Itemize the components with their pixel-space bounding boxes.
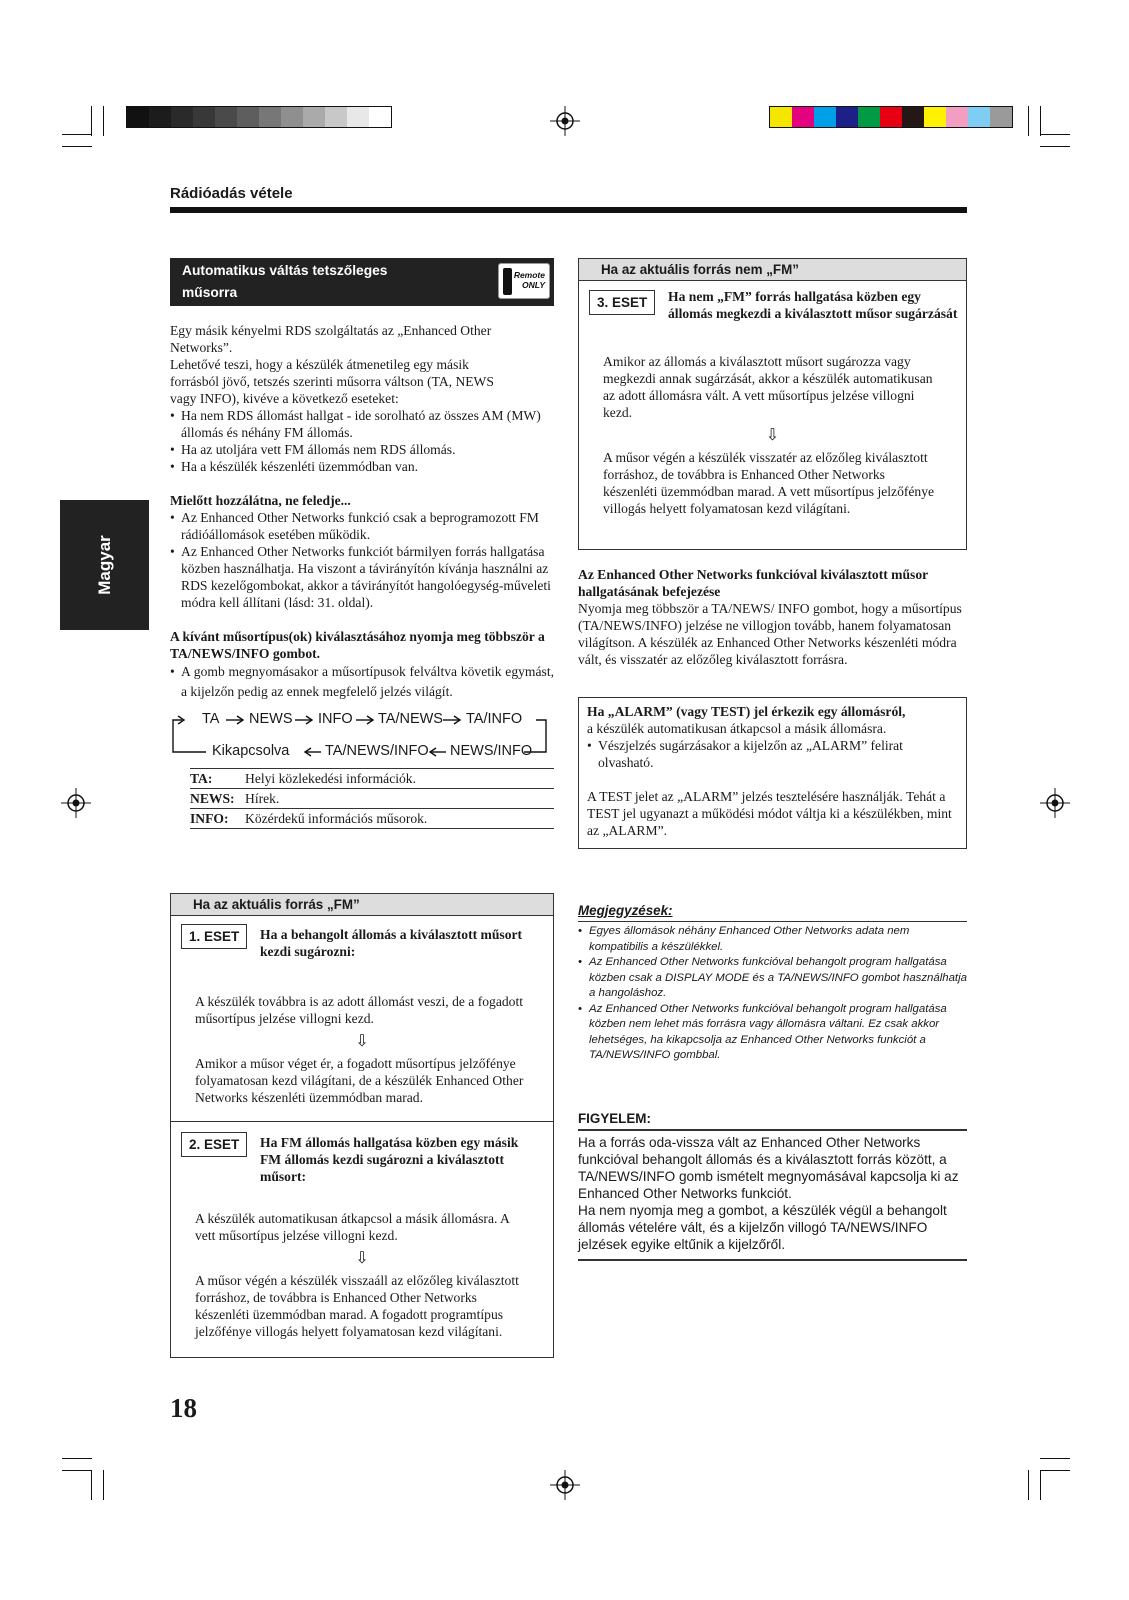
remote-icon — [503, 268, 512, 295]
definitions-table — [190, 768, 554, 829]
mode-ta: TA — [202, 711, 220, 727]
gray-swatch — [259, 107, 281, 127]
case-1-label: 1. ESET — [181, 924, 247, 949]
arrow-down-icon: ⇩ — [355, 1248, 369, 1267]
end-section — [578, 566, 967, 668]
gray-swatch — [171, 107, 193, 127]
crop-mark — [1028, 1470, 1029, 1500]
gray-swatch — [325, 107, 347, 127]
before-list — [170, 509, 554, 611]
registration-mark-icon — [550, 1470, 580, 1500]
case-3-text-2: A műsor végén a készülék visszatér az előzőleg kiválasztott forráshoz, de továbbra is Enhanced Other Networks készenléti üzemmódban marad. A vett műsortípus jelzőfénye villogás helyett folyamatosan kezd világítani. — [603, 450, 935, 516]
gray-swatch — [215, 107, 237, 127]
select-list — [170, 662, 554, 702]
crop-mark — [1040, 1470, 1070, 1471]
case-2 — [171, 1122, 553, 1340]
gray-swatch — [149, 107, 171, 127]
gray-swatch — [281, 107, 303, 127]
auto-switch-heading — [170, 258, 554, 306]
color-swatch — [946, 107, 968, 127]
mode-news: NEWS — [249, 711, 293, 727]
alarm-box — [578, 697, 967, 849]
section-title: Rádióadás vétele — [170, 185, 293, 202]
language-tab — [60, 500, 149, 630]
crop-mark — [1028, 106, 1029, 136]
definition-value: Hírek. — [245, 791, 280, 806]
mode-off: Kikapcsolva — [212, 743, 290, 759]
color-swatch — [792, 107, 814, 127]
page-number: 18 — [170, 1393, 197, 1423]
definition-value: Közérdekű információs műsorok. — [245, 811, 428, 826]
case-1-title: Ha a behangolt állomás a kiválasztott műsort kezdi sugározni: — [260, 927, 523, 959]
definition-value: Helyi közlekedési információk. — [245, 771, 416, 786]
mode-ta-news: TA/NEWS — [378, 711, 443, 727]
case-3-label: 3. ESET — [589, 290, 655, 315]
color-swatch — [902, 107, 924, 127]
exceptions-list — [170, 407, 554, 475]
color-swatch — [880, 107, 902, 127]
before-item: • Az Enhanced Other Networks funkciót bármilyen forrás hallgatása közben használhatja. Ha viszont a távirányítón kívánja használni az RDS kezelőgombokat, akkor a távirányítót hangolóegység-műveleti módra kell állítani (lásd: 31. oldal). — [170, 543, 554, 611]
color-swatch — [990, 107, 1012, 127]
crop-mark — [103, 106, 104, 136]
definition-key: TA: — [190, 771, 213, 786]
gray-color-bar — [126, 106, 392, 128]
color-swatch — [814, 107, 836, 127]
non-fm-box-title: Ha az aktuális forrás nem „FM” — [579, 259, 966, 281]
registration-mark-icon — [1040, 788, 1070, 818]
notes-section — [578, 903, 967, 1064]
case-3 — [579, 281, 966, 517]
crop-mark — [62, 134, 92, 135]
intro-line: forrásból jövő, tetszés szerinti műsorra váltson (TA, NEWS — [170, 374, 494, 389]
note-item: • Egyes állomások néhány Enhanced Other Networks adata nem kompatibilis a készülékkel. — [578, 924, 967, 955]
gray-swatch — [127, 107, 149, 127]
crop-mark — [1040, 1470, 1041, 1500]
caution-text: Ha a forrás oda-vissza vált az Enhanced Other Networks funkcióval behangolt állomás és a kiválasztott forrás között, a TA/NEWS/INFO gomb ismételt megnyomásával kapcsolja ki az Enhanced Other Networks funkciót. Ha nem nyomja meg a gombot, a készülék végül a behangolt állomás vételére vált, és a kijelzőn villogó TA/NEWS/INFO jelzések egyike eltűnik a kijelzőről. — [578, 1131, 967, 1261]
case-2-text-1: A készülék automatikusan átkapcsol a másik állomásra. A vett műsortípus jelzése villogni kezd. — [195, 1211, 510, 1243]
end-text: Nyomja meg többször a TA/NEWS/ INFO gombot, hogy a műsortípus (TA/NEWS/INFO) jelzése ne villogjon tovább, hanem folyamatosan világítson. A készülék az Enhanced Other Networks készenléti módra vált, és visszatér az előzőleg kiválasztott forrásra. — [578, 601, 962, 667]
arrow-down-icon: ⇩ — [765, 425, 780, 444]
caution-title: FIGYELEM: — [578, 1111, 967, 1131]
crop-mark — [1040, 146, 1070, 147]
definition-row — [190, 808, 554, 828]
arrow-down-icon: ⇩ — [355, 1031, 369, 1050]
definition-row — [190, 788, 554, 808]
language-tab-label: Magyar — [94, 535, 114, 595]
mode-ta-news-info: TA/NEWS/INFO — [325, 743, 429, 759]
crop-mark — [62, 1470, 92, 1471]
fm-box-title: Ha az aktuális forrás „FM” — [171, 894, 553, 916]
mode-news-info: NEWS/INFO — [450, 743, 533, 759]
registration-mark-icon — [550, 106, 580, 136]
alarm-title: Ha „ALARM” (vagy TEST) jel érkezik egy állomásról, — [587, 704, 906, 719]
intro-text — [170, 322, 554, 407]
mode-cycle-diagram — [170, 706, 554, 762]
mode-info: INFO — [318, 711, 353, 727]
color-swatch — [770, 107, 792, 127]
gray-swatch — [369, 107, 391, 127]
select-title: A kívánt műsortípus(ok) kiválasztásához nyomja meg többször a TA/NEWS/INFO gombot. — [170, 629, 545, 661]
color-swatch — [968, 107, 990, 127]
alarm-item: • Vészjelzés sugárzásakor a kijelzőn az „ALARM” felirat olvasható. — [587, 737, 958, 771]
intro-line: Lehetővé teszi, hogy a készülék átmenetileg egy másik — [170, 357, 469, 372]
heading-line-1: Automatikus váltás tetszőleges — [182, 263, 388, 278]
crop-mark — [1040, 106, 1041, 136]
before-item: • Az Enhanced Other Networks funkció csak a beprogramozott FM rádióállomások esetében működik. — [170, 509, 554, 543]
crop-mark — [1040, 1458, 1070, 1459]
case-2-text-2: A műsor végén a készülék visszaáll az előzőleg kiválasztott forráshoz, de továbbra is Enhanced Other Networks készenléti üzemmódban marad. A fogadott programtípus jelzőfénye villogás helyett folyamatosan kezd világítani. — [195, 1273, 519, 1339]
remote-badge-line-1: Remote — [513, 270, 545, 280]
color-bar — [769, 106, 1013, 128]
caution-section — [578, 1111, 967, 1261]
crop-mark — [91, 1470, 92, 1500]
alarm-test-text: A TEST jelet az „ALARM” jelzés tesztelésére használják. Tehát a TEST jel ugyanazt a működési módot váltja ki a készülékben, mint az „ALARM”. — [587, 789, 952, 838]
alarm-list — [587, 737, 958, 771]
color-swatch — [858, 107, 880, 127]
intro-line: vagy INFO), kivéve a következő eseteket: — [170, 391, 399, 406]
notes-list — [578, 924, 967, 1064]
note-item: • Az Enhanced Other Networks funkcióval behangolt program hallgatása közben csak a DISPLAY MODE és a TA/NEWS/INFO gombot használhatja a hangoláshoz. — [578, 955, 967, 1002]
definition-key: NEWS: — [190, 791, 235, 806]
left-column — [170, 258, 554, 829]
exception-item: • Ha az utoljára vett FM állomás nem RDS állomás. — [170, 441, 554, 458]
select-item: • A gomb megnyomásakor a műsortípusok felváltva követik egymást, a kijelzőn pedig az ennek megfelelő jelzés világít. — [170, 662, 554, 702]
remote-only-badge — [498, 263, 550, 299]
registration-mark-icon — [61, 788, 91, 818]
case-1-text-1: A készülék továbbra is az adott állomást veszi, de a fogadott műsortípus jelzése villogni kezd. — [195, 994, 524, 1026]
intro-line: Networks”. — [170, 340, 233, 355]
note-item: • Az Enhanced Other Networks funkcióval behangolt program hallgatása közben nem lehet más forrásra vagy állomásra váltani. Ez csak akkor lehetséges, ha kikapcsolja az Enhanced Other Networks funkciót a TA/NEWS/INFO gombbal. — [578, 1002, 967, 1064]
crop-mark — [1040, 134, 1070, 135]
gray-swatch — [303, 107, 325, 127]
crop-mark — [91, 106, 92, 136]
color-swatch — [836, 107, 858, 127]
exception-item: • Ha nem RDS állomást hallgat - ide sorolható az összes AM (MW) állomás és néhány FM állomás. — [170, 407, 554, 441]
notes-title: Megjegyzések: — [578, 903, 967, 922]
header-rule — [170, 207, 967, 213]
before-title: Mielőtt hozzálátna, ne feledje... — [170, 493, 351, 508]
mode-ta-info: TA/INFO — [466, 711, 523, 727]
exception-item: • Ha a készülék készenléti üzemmódban van. — [170, 458, 554, 475]
case-3-title: Ha nem „FM” forrás hallgatása közben egy állomás megkezdi a kiválasztott műsor sugárzását — [668, 289, 958, 321]
intro-line: Egy másik kényelmi RDS szolgáltatás az „Enhanced Other — [170, 323, 492, 338]
crop-mark — [62, 146, 92, 147]
crop-mark — [62, 1458, 92, 1459]
remote-badge-line-2: ONLY — [522, 280, 545, 290]
case-3-text-1: Amikor az állomás a kiválasztott műsort sugározza vagy megkezdi annak sugárzását, akkor a készülék automatikusan az adott állomásra vált. A vett műsortípus jelzése villogni kezd. — [603, 354, 933, 420]
end-title: Az Enhanced Other Networks funkcióval kiválasztott műsor hallgatásának befejezése — [578, 567, 928, 599]
gray-swatch — [347, 107, 369, 127]
case-1-text-2: Amikor a műsor véget ér, a fogadott műsortípus jelzőfénye folyamatosan kezd világítani, de a készülék Enhanced Other Networks készenléti üzemmódban marad. — [195, 1056, 524, 1105]
non-fm-source-box — [578, 258, 967, 550]
case-2-title: Ha FM állomás hallgatása közben egy másik FM állomás kezdi sugározni a kiválasztott műsort: — [260, 1135, 519, 1184]
definition-key: INFO: — [190, 811, 229, 826]
color-swatch — [924, 107, 946, 127]
gray-swatch — [193, 107, 215, 127]
case-2-label: 2. ESET — [181, 1132, 247, 1157]
crop-mark — [103, 1470, 104, 1500]
definition-row — [190, 768, 554, 788]
gray-swatch — [237, 107, 259, 127]
fm-source-box — [170, 893, 554, 1358]
heading-line-2: műsorra — [182, 285, 238, 300]
alarm-line: a készülék automatikusan átkapcsol a másik állomásra. — [587, 721, 887, 736]
case-1 — [171, 916, 553, 1122]
